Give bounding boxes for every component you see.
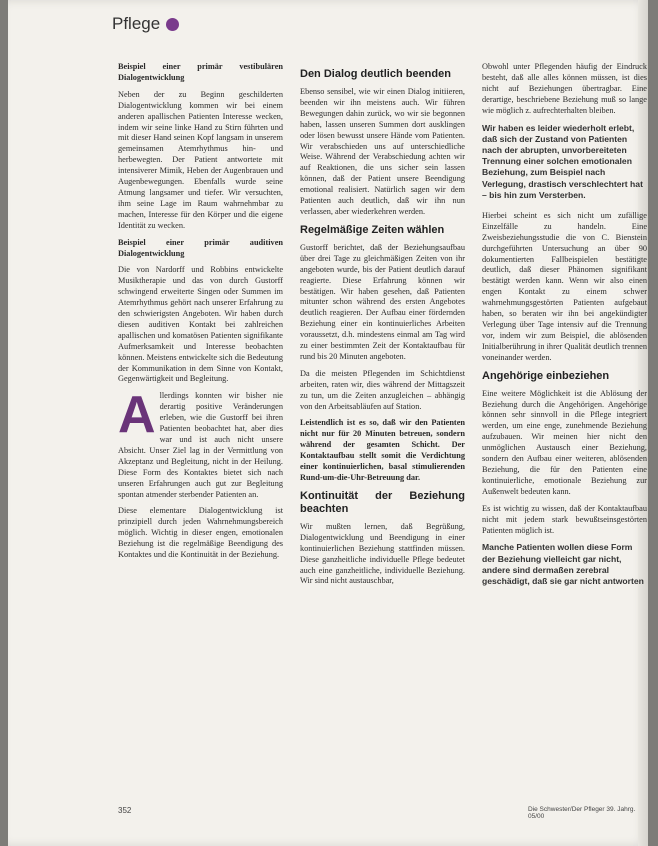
section-header: [112, 14, 179, 34]
heading-relatives: Angehörige einbeziehen: [482, 369, 610, 382]
heading-end-dialog: Den Dialog deutlich beenden: [300, 68, 451, 80]
drop-cap: A: [118, 386, 156, 445]
callout-quote: Manche Patienten wollen diese Form der Beziehung vielleicht gar nicht, andere sind dermaßen zerebral geschädigt, daß sie gar nicht antworten: [482, 542, 644, 587]
paragraph-emphasis: Leistendlich ist es so, daß wir den Patienten nicht nur für 20 Minuten betreuen, sondern während der gesamten Schicht. Der Kontaktaufbau stellt somit die Verdichtung einer kontinuierlichen, basal stimulierenden Rund-um-die-Uhr-Betreuung dar.: [300, 418, 465, 482]
section-title: Pflege: [112, 14, 161, 33]
section-dot-icon: [166, 18, 179, 31]
document-page: [8, 0, 648, 846]
paragraph: Es ist wichtig zu wissen, daß der Kontaktaufbau nicht mit jedem stark bewußtseinsgestörten Patienten möglich ist.: [482, 503, 647, 535]
paragraph: Da die meisten Pflegenden im Schichtdienst arbeiten, raten wir, dies während der Mittagszeit zu tun, um die Zeiten anzugleichen – abhängig von den Arbeitsabläufen auf Station.: [300, 368, 465, 411]
callout-quote: Wir haben es leider wiederholt erlebt, daß sich der Zustand von Patienten nach der abrupten, unvorbereiteten Trennung einer solchen emotionalen Beziehung, zum Beispiel nach Verlegung, drastisch verschlechtert hat – bis hin zum Versterben.: [482, 122, 643, 200]
heading-regular-times: Regelmäßige Zeiten wählen: [300, 223, 445, 236]
paragraph-dropcap: [118, 386, 283, 500]
heading-continuity: Kontinuität der Beziehung beachten: [300, 489, 465, 515]
paragraph: Gustorff berichtet, daß der Beziehungsaufbau über drei Tage zu gleichmäßigen Zeiten von ihr angeboten wurde, bis der Patient deutlich darauf reagierte. Diese Erfahrung können wir bestätigen. Wir haben gesehen, daß Patienten mitunter schon während des ersten Angebotes deutlich reagieren. Der Aufbau einer fördernden Beziehung einer ein kontinuierliches Arbeiten voraussetzt, d.h. mindestens einmal am Tag wird zu einer bestimmten Zeit der Kontaktaufbau für rund bis 20 Minuten angeboten.: [300, 242, 465, 361]
paragraph: Eine weitere Möglichkeit ist die Ablösung der Beziehung durch die Angehörigen. Angehörige können sehr sinnvoll in die Pflege integriert werden, um eine enge, zunehmende Beziehung aufzubauen. Wir meinen hier nicht den unmöglichen Austausch einer Beziehung, sondern den Aufbau einer weiteren, ablösenden Beziehung, die für den Patienten eine kontinuierliche, emotionale Beziehung zur Außenwelt bedeuten kann.: [482, 388, 647, 496]
page-number: 352: [118, 806, 132, 815]
column-3: [482, 62, 647, 597]
paragraph: Wir mußten lernen, daß Begrüßung, Dialogentwicklung und Beendigung in einer kontinuierlichen Beziehung stattfinden müssen. Diese ganzheitliche individuelle Pflege bedeutet auch eine ganzheitliche, individuelle Beziehung. Wir sind nicht austauschbar,: [300, 521, 465, 586]
source-line: Die Schwester/Der Pfleger 39. Jahrg. 05/00: [528, 806, 636, 820]
paragraph: Ebenso sensibel, wie wir einen Dialog initiieren, beenden wir ihn meistens auch. Wir führen Bewegungen dahin zurück, wo wir sie begonnen haben, lassen unseren Summen dort ausklingen oder lösen bewusst unsere Hände vom Patienten. Wir verabschieden uns auf unterschiedliche Weise. Während der Verabschiedung achten wir auf Reaktionen, die uns sicher sein lassen können, daß der Patient unsere Beendigung emotional realisiert. Natürlich sagen wir dem Patienten auch deutlich, daß wir ihn nun verlassen, aber wiederkehren werden.: [300, 87, 465, 216]
subheading-auditory: Beispiel einer primär auditiven Dialogentwicklung: [118, 237, 283, 258]
subheading-vestibular: Beispiel einer primär vestibulären Dialogentwicklung: [118, 62, 283, 82]
paragraph: Diese elementare Dialogentwicklung ist prinzipiell durch jeden Wahrnehmungsbereich möglich. Wichtig in dieser engen, emotionalen Beziehung ist die regelmäßige Beendigung des Kontaktes und die Kontinuität in der Beziehung.: [118, 506, 283, 560]
column-1: [118, 62, 283, 567]
paragraph-text: llerdings konnten wir bisher nie derartig positive Veränderungen erleben, wie die Gustorff bei ihren Patienten beobachtet hat, aber dies war und ist auch nicht unsere Absicht. Unser Ziel lag in der Vermittlung von Akzeptanz und Begleitung, nicht in der Heilung. Diese Form des Kontaktes bietet sich nach unseren Erfahrungen auch gut zur Begleitung spontan atmender sterbender Patienten an.: [118, 391, 283, 499]
paragraph: Die von Nardorff und Robbins entwickelte Musiktherapie und das von durch Gustorff schwingend erweiterte Singen oder Summen im Atemrhythmus gehört nach unserer Erfahrung zu den schwierigsten Angeboten. Wir haben durch diesen auditiven Kontakt bei zahlreichen apallischen und komatösen Patienten signifikante Aufmerksamkeit und Interesse beobachten können. Meistens entwickelte sich die Bedeutung der Kommunikation in dem Sinne von Kontakt, Gegenwärtigkeit und Begleitung.: [118, 265, 283, 384]
paragraph: Neben der zu Beginn geschilderten Dialogentwicklung kommen wir bei einem anderen apallischen Patienten Interesse wecken, indem wir seine linke Hand zu Stirn führten und mit dieser Hand seinen Kopf langsam in unserem gemeinsamen Atemrhythmus hin- und herbewegten. Der Patient antwortete mit intensiverer Mimik, Heben der Augenbrauen und Augenbewegungen. Ebenfalls wurde seine Atmung langsamer und tiefer. Wir versuchten, ihm seine Lage im Raum wahrnehmbar zu machen, Interesse für den Körper und die eigene Identität zu wecken.: [118, 89, 283, 230]
column-2: [300, 62, 465, 593]
paragraph: Hierbei scheint es sich nicht um zufällige Einzelfälle zu handeln. Eine Zweisbeziehungsstudie die von C. Bienstein durchgeführten Untersuchung an über 90 dokumentierten Fallbeispielen bestätigte deutlich, daß dieser Phänomen signifikant bestätigt werden kann. Wenn wir also einen engen Kontakt zu einem schwer wahrnehmungsgestörten Patienten aufgebaut haben, so beraten wir ihn bei angekündigter Verlegung über Tage intensiv auf die Trennung vor, indem wir zum Beispiel, die ablösenden Initialberührung in ihrer Qualität deutlich trennen voneinander werden.: [482, 210, 647, 362]
paragraph: Obwohl unter Pflegenden häufig der Eindruck besteht, daß alle alles können müssen, ist dies nicht auf Beziehungen übertragbar. Eine derartige, beschriebene Beziehung muß so lange wie möglich z. aufrechterhalten bleiben.: [482, 62, 647, 115]
